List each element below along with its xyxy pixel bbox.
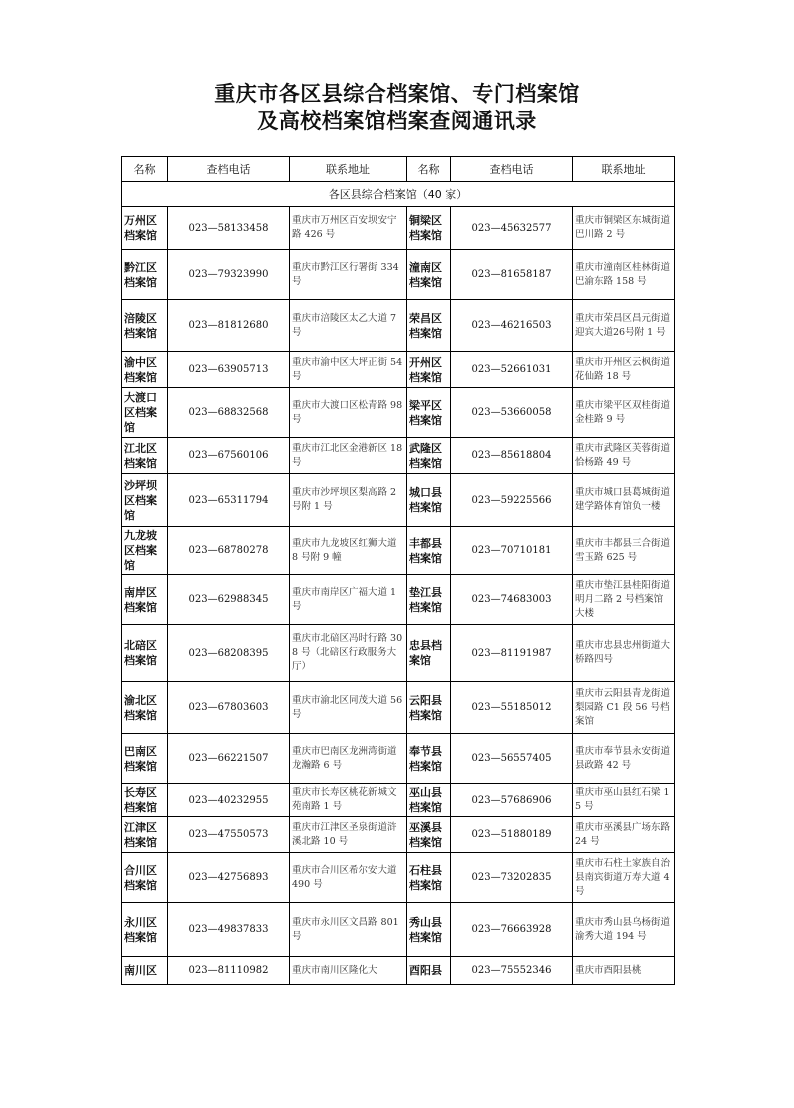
- archive-address: 重庆市梁平区双桂街道金桂路 9 号: [573, 388, 675, 438]
- archive-address: 重庆市巴南区龙洲湾街道龙瀚路 6 号: [290, 734, 407, 784]
- archive-phone: 023—79323990: [168, 250, 290, 300]
- header-name-1: 名称: [122, 157, 168, 182]
- archive-name: 城口县档案馆: [407, 474, 451, 527]
- archive-address: 重庆市垫江县桂阳街道明月二路 2 号档案馆大楼: [573, 575, 675, 625]
- header-address-2: 联系地址: [573, 157, 675, 182]
- header-phone-2: 查档电话: [451, 157, 573, 182]
- archive-name: 石柱县档案馆: [407, 853, 451, 903]
- archive-name: 永川区档案馆: [122, 903, 168, 957]
- archive-address: 重庆市巫山县红石梁 15 号: [573, 784, 675, 817]
- section-title: 各区县综合档案馆（40 家）: [122, 182, 675, 207]
- archive-phone: 023—81110982: [168, 957, 290, 985]
- archive-address: 重庆市丰都县三合街道雪玉路 625 号: [573, 527, 675, 575]
- archive-address: 重庆市长寿区桃花新城文苑南路 1 号: [290, 784, 407, 817]
- archive-address: 重庆市铜梁区东城街道巴川路 2 号: [573, 207, 675, 250]
- archive-phone: 023—49837833: [168, 903, 290, 957]
- archive-phone: 023—67803603: [168, 682, 290, 734]
- archive-phone: 023—68780278: [168, 527, 290, 575]
- archive-phone: 023—81658187: [451, 250, 573, 300]
- archive-address: 重庆市渝中区大坪正街 54 号: [290, 352, 407, 388]
- archive-address: 重庆市石柱土家族自治县南宾街道万寿大道 4 号: [573, 853, 675, 903]
- archive-address: 重庆市北碚区冯时行路 308 号（北碚区行政服务大厅）: [290, 625, 407, 682]
- archive-address: 重庆市江北区金港新区 18 号: [290, 438, 407, 474]
- archive-name: 长寿区档案馆: [122, 784, 168, 817]
- archive-phone: 023—67560106: [168, 438, 290, 474]
- archive-name: 南川区: [122, 957, 168, 985]
- archive-name: 九龙坡区档案馆: [122, 527, 168, 575]
- section-header-row: [122, 182, 675, 207]
- archive-phone: 023—55185012: [451, 682, 573, 734]
- archive-phone: 023—42756893: [168, 853, 290, 903]
- archive-phone: 023—59225566: [451, 474, 573, 527]
- table-row: [122, 734, 675, 784]
- archive-address: 重庆市巫溪县广场东路 24 号: [573, 817, 675, 853]
- archive-phone: 023—73202835: [451, 853, 573, 903]
- archive-directory-table: [121, 156, 675, 985]
- archive-phone: 023—70710181: [451, 527, 573, 575]
- archive-name: 合川区档案馆: [122, 853, 168, 903]
- archive-address: 重庆市大渡口区松青路 98 号: [290, 388, 407, 438]
- archive-name: 渝中区档案馆: [122, 352, 168, 388]
- archive-address: 重庆市酉阳县桃: [573, 957, 675, 985]
- archive-name: 秀山县档案馆: [407, 903, 451, 957]
- archive-address: 重庆市江津区圣泉街道浒溪北路 10 号: [290, 817, 407, 853]
- archive-address: 重庆市黔江区行署街 334 号: [290, 250, 407, 300]
- archive-address: 重庆市合川区希尔安大道 490 号: [290, 853, 407, 903]
- archive-name: 武隆区档案馆: [407, 438, 451, 474]
- table-row: [122, 575, 675, 625]
- archive-phone: 023—63905713: [168, 352, 290, 388]
- table-row: [122, 957, 675, 985]
- archive-phone: 023—62988345: [168, 575, 290, 625]
- archive-phone: 023—65311794: [168, 474, 290, 527]
- archive-address: 重庆市云阳县青龙街道梨园路 C1 段 56 号档案馆: [573, 682, 675, 734]
- archive-name: 渝北区档案馆: [122, 682, 168, 734]
- archive-phone: 023—81812680: [168, 300, 290, 352]
- archive-name: 潼南区档案馆: [407, 250, 451, 300]
- archive-phone: 023—53660058: [451, 388, 573, 438]
- archive-name: 梁平区档案馆: [407, 388, 451, 438]
- title-line-1: 重庆市各区县综合档案馆、专门档案馆: [214, 81, 580, 106]
- archive-address: 重庆市秀山县乌杨街道渝秀大道 194 号: [573, 903, 675, 957]
- archive-phone: 023—57686906: [451, 784, 573, 817]
- archive-address: 重庆市涪陵区太乙大道 7 号: [290, 300, 407, 352]
- archive-phone: 023—68208395: [168, 625, 290, 682]
- archive-address: 重庆市渝北区同茂大道 56 号: [290, 682, 407, 734]
- archive-address: 重庆市城口县葛城街道建学路体育馆负一楼: [573, 474, 675, 527]
- archive-phone: 023—81191987: [451, 625, 573, 682]
- header-address-1: 联系地址: [290, 157, 407, 182]
- archive-name: 巫山县档案馆: [407, 784, 451, 817]
- archive-name: 江北区档案馆: [122, 438, 168, 474]
- document-title: [0, 80, 794, 134]
- archive-name: 丰都县档案馆: [407, 527, 451, 575]
- table-row: [122, 527, 675, 575]
- archive-phone: 023—52661031: [451, 352, 573, 388]
- archive-phone: 023—46216503: [451, 300, 573, 352]
- archive-name: 江津区档案馆: [122, 817, 168, 853]
- archive-phone: 023—76663928: [451, 903, 573, 957]
- table-row: [122, 207, 675, 250]
- archive-name: 巫溪县档案馆: [407, 817, 451, 853]
- archive-address: 重庆市万州区百安坝安宁路 426 号: [290, 207, 407, 250]
- archive-address: 重庆市沙坪坝区梨高路 2 号附 1 号: [290, 474, 407, 527]
- archive-name: 忠县档案馆: [407, 625, 451, 682]
- archive-phone: 023—66221507: [168, 734, 290, 784]
- archive-address: 重庆市武隆区芙蓉街道恰杨路 49 号: [573, 438, 675, 474]
- table-row: [122, 682, 675, 734]
- archive-phone: 023—75552346: [451, 957, 573, 985]
- table-row: [122, 300, 675, 352]
- archive-name: 涪陵区档案馆: [122, 300, 168, 352]
- archive-phone: 023—68832568: [168, 388, 290, 438]
- archive-name: 北碚区档案馆: [122, 625, 168, 682]
- table-row: [122, 438, 675, 474]
- archive-name: 云阳县档案馆: [407, 682, 451, 734]
- archive-name: 铜梁区档案馆: [407, 207, 451, 250]
- archive-name: 垫江县档案馆: [407, 575, 451, 625]
- archive-phone: 023—85618804: [451, 438, 573, 474]
- table-row: [122, 388, 675, 438]
- table-row: [122, 784, 675, 817]
- table-row: [122, 817, 675, 853]
- table-row: [122, 474, 675, 527]
- archive-phone: 023—45632577: [451, 207, 573, 250]
- table-header-row: [122, 157, 675, 182]
- archive-address: 重庆市忠县忠州街道大桥路四号: [573, 625, 675, 682]
- archive-address: 重庆市荣昌区昌元街道迎宾大道26号附 1 号: [573, 300, 675, 352]
- archive-address: 重庆市开州区云枫街道花仙路 18 号: [573, 352, 675, 388]
- table-row: [122, 250, 675, 300]
- archive-address: 重庆市奉节县永安街道县政路 42 号: [573, 734, 675, 784]
- archive-phone: 023—51880189: [451, 817, 573, 853]
- archive-name: 南岸区档案馆: [122, 575, 168, 625]
- archive-phone: 023—47550573: [168, 817, 290, 853]
- archive-name: 巴南区档案馆: [122, 734, 168, 784]
- table-row: [122, 853, 675, 903]
- title-line-2: 及高校档案馆档案查阅通讯录: [257, 108, 537, 133]
- archive-address: 重庆市南岸区广福大道 1 号: [290, 575, 407, 625]
- archive-name: 沙坪坝区档案馆: [122, 474, 168, 527]
- table-row: [122, 352, 675, 388]
- archive-name: 大渡口区档案馆: [122, 388, 168, 438]
- table-row: [122, 903, 675, 957]
- archive-name: 黔江区档案馆: [122, 250, 168, 300]
- archive-phone: 023—58133458: [168, 207, 290, 250]
- archive-address: 重庆市永川区文昌路 801 号: [290, 903, 407, 957]
- header-phone-1: 查档电话: [168, 157, 290, 182]
- archive-name: 奉节县档案馆: [407, 734, 451, 784]
- archive-phone: 023—74683003: [451, 575, 573, 625]
- header-name-2: 名称: [407, 157, 451, 182]
- archive-address: 重庆市南川区隆化大: [290, 957, 407, 985]
- table-row: [122, 625, 675, 682]
- archive-name: 万州区档案馆: [122, 207, 168, 250]
- archive-phone: 023—40232955: [168, 784, 290, 817]
- archive-address: 重庆市潼南区桂林街道巴渝东路 158 号: [573, 250, 675, 300]
- archive-name: 荣昌区档案馆: [407, 300, 451, 352]
- archive-name: 酉阳县: [407, 957, 451, 985]
- archive-address: 重庆市九龙坡区红狮大道 8 号附 9 幢: [290, 527, 407, 575]
- archive-name: 开州区档案馆: [407, 352, 451, 388]
- archive-phone: 023—56557405: [451, 734, 573, 784]
